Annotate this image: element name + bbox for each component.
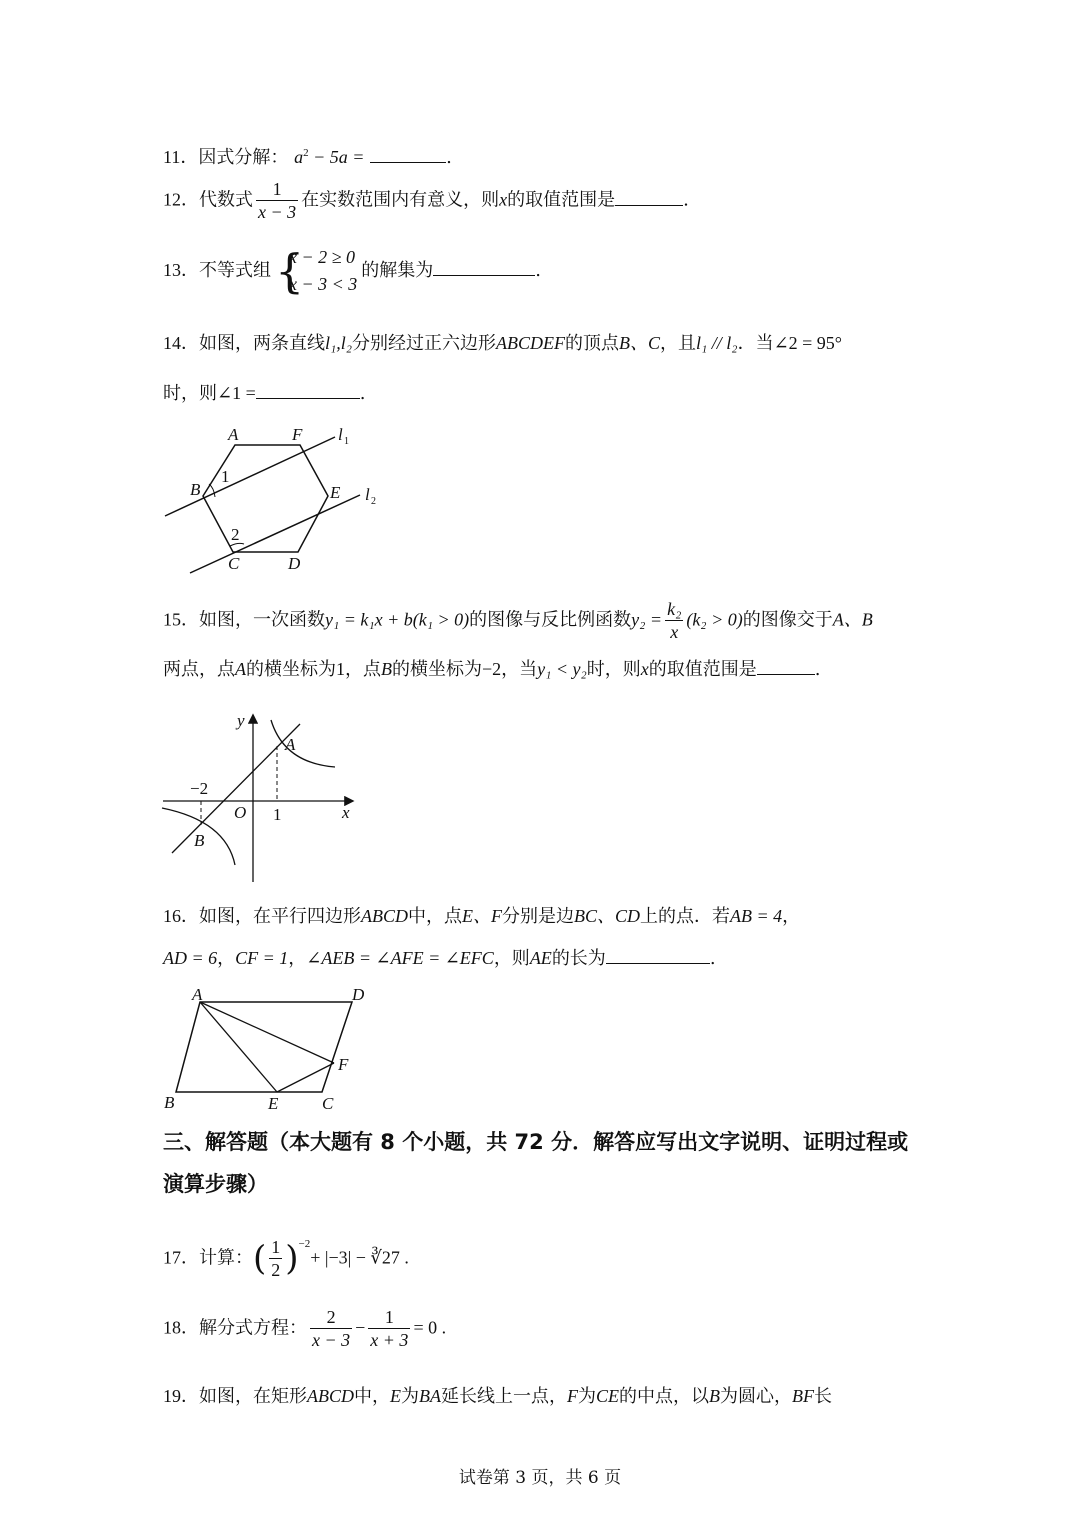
q16-cf1: CF = 1: [235, 948, 289, 968]
q14-angle2: ∠2 = 95°: [773, 333, 843, 353]
page-footer: 试卷第 3 页，共 6 页: [458, 1468, 622, 1488]
q18-frac2-den: x + 3: [370, 1330, 409, 1350]
q17-frac-den: 2: [271, 1260, 281, 1280]
q16-text-e: ，: [782, 906, 801, 927]
segment-EF: [277, 1063, 334, 1092]
q16-text-b: 中，点: [408, 906, 462, 927]
q16-comma1: ，: [217, 948, 236, 969]
label-E: E: [330, 483, 341, 502]
parallelogram-shape: [176, 1002, 352, 1092]
line-l2: [190, 495, 360, 573]
label-B: B: [194, 831, 205, 850]
question-14-line2: [163, 380, 365, 407]
label-A: A: [192, 985, 203, 1004]
q16-end: .: [709, 948, 716, 969]
q12-fraction: [256, 178, 298, 223]
q15-point-A: A: [235, 659, 246, 679]
q19-text-g: 为圆心，: [720, 1386, 793, 1407]
q15-value-neg2: −2: [482, 659, 502, 679]
label-y: y: [237, 711, 245, 730]
label-D: D: [352, 985, 365, 1004]
q14-number: 14．: [163, 333, 199, 353]
q14-end: .: [359, 383, 366, 404]
q11-expr-a: a: [294, 147, 304, 167]
label-B: B: [164, 1093, 175, 1112]
q17-exponent: −2: [298, 1237, 311, 1250]
q19-bf: BF: [792, 1386, 815, 1406]
q18-frac1-den: x − 3: [312, 1330, 351, 1350]
brace-icon: {: [275, 244, 305, 298]
q15-answer-blank[interactable]: [757, 658, 815, 675]
label-1: 1: [273, 805, 282, 824]
label-B: B: [190, 480, 201, 499]
q16-comma2: ，: [288, 948, 307, 969]
q18-frac1-num: 2: [310, 1306, 352, 1329]
q12-pre: 代数式: [199, 189, 253, 211]
label-E: E: [268, 1094, 279, 1113]
q12-var: x: [499, 189, 508, 210]
q14-text-e: ．当: [737, 333, 774, 354]
section-3-heading-line1: 三、解答题（本大题有 8 个小题，共 72 分．解答应写出文字说明、证明过程或: [163, 1130, 909, 1154]
q19-abcd: ABCD: [307, 1386, 354, 1406]
q14-answer-blank[interactable]: [256, 382, 360, 399]
q19-text-f: 的中点，以: [619, 1386, 710, 1407]
q15-line2-a: 两点，点: [163, 659, 235, 680]
q11-answer-blank[interactable]: [370, 146, 446, 163]
q16-abcd: ABCD: [361, 906, 408, 926]
question-16-line1: [163, 903, 800, 930]
q13-row2: x − 3 < 3: [289, 274, 358, 294]
q15-line2-c: ，点: [345, 659, 381, 680]
q12-frac-den: x − 3: [258, 202, 297, 222]
q19-text-c: 为: [401, 1386, 419, 1407]
segment-AF: [200, 1002, 334, 1063]
label-A: A: [228, 425, 239, 444]
q14-line2-text: 时，则: [163, 383, 217, 404]
q18-text: 解分式方程：: [199, 1317, 307, 1339]
q15-inverse-cond: (k₂ > 0): [686, 609, 743, 630]
question-14-line1: [163, 330, 842, 357]
q15-line2-g: 的取值范围是: [648, 659, 757, 680]
q18-frac2-num: 1: [368, 1306, 410, 1329]
label-l2-sub: 2: [371, 496, 376, 507]
question-13: [163, 244, 541, 298]
q14-text-c: 的顶点: [565, 333, 620, 354]
q19-text-a: 如图，在矩形: [199, 1386, 307, 1407]
q19-ba: BA: [419, 1386, 441, 1406]
question-18: [163, 1306, 446, 1351]
q11-end: .: [446, 147, 452, 168]
label-neg2: −2: [190, 779, 209, 798]
q11-number: 11．: [163, 147, 199, 167]
q16-text-d: 上的点．若: [640, 906, 731, 927]
q17-frac-num: 1: [271, 1237, 281, 1257]
q12-mid: 在实数范围内有意义，则: [301, 189, 500, 211]
hexagon-shape: [203, 445, 328, 552]
question-15-line1: [163, 598, 873, 643]
q18-minus: −: [355, 1317, 366, 1338]
q14-parallel: l₁ // l₂: [696, 333, 738, 353]
q19-number: 19．: [163, 1386, 199, 1406]
q15-text-c: 的图像交于: [742, 609, 833, 631]
q14-text-d: ，且: [660, 333, 697, 354]
figure-15-graph: [160, 708, 360, 886]
q19-text-e: 为: [578, 1386, 596, 1407]
q16-ae: AE: [529, 948, 552, 968]
q11-expr-rest: − 5a =: [308, 147, 365, 167]
q15-linear: y₁ = k₁x + b(k₁ > 0): [325, 609, 470, 630]
q15-inverse-fraction: [665, 598, 683, 643]
q16-answer-blank[interactable]: [606, 947, 710, 964]
label-F: F: [338, 1055, 349, 1074]
q13-pre: 不等式组: [199, 260, 271, 281]
q11-expr-sup: 2: [303, 147, 309, 159]
label-D: D: [288, 554, 301, 573]
q13-end: .: [535, 260, 542, 281]
q16-text-c: 分别是边: [502, 906, 574, 927]
line-l1: [165, 437, 335, 516]
q19-text-h: 长: [814, 1386, 833, 1407]
question-15-line2: [163, 656, 821, 683]
q13-system: [275, 244, 357, 298]
q18-rest: = 0 .: [413, 1317, 447, 1338]
segment-AE: [200, 1002, 277, 1092]
q13-post: 的解集为: [361, 260, 434, 281]
question-17: [163, 1236, 409, 1281]
q14-text-a: 如图，两条直线: [199, 333, 325, 354]
q16-text-a: 如图，在平行四边形: [199, 906, 361, 927]
question-12: [163, 178, 689, 223]
label-angle-2: 2: [231, 525, 240, 544]
q16-angles: ∠AEB = ∠AFE = ∠EFC: [306, 948, 494, 968]
q18-fraction-1: [310, 1306, 352, 1351]
q17-number: 17．: [163, 1247, 199, 1268]
question-11: [163, 140, 452, 171]
q14-text-b: 分别经过正六边形: [352, 333, 497, 354]
q17-text: 计算：: [199, 1247, 253, 1269]
q15-inverse-left: y₂ =: [631, 609, 663, 630]
q12-end: .: [683, 189, 689, 211]
q16-text-then: ，则: [493, 948, 530, 969]
q19-text-b: 中，: [354, 1386, 390, 1407]
question-16-line2: [163, 945, 716, 972]
q15-number: 15．: [163, 609, 199, 630]
q15-line2-b: 的横坐标为: [246, 659, 336, 680]
label-l1: l: [338, 425, 343, 444]
q15-line2-d: 的横坐标为: [392, 659, 482, 680]
q12-post: 的取值范围是: [507, 189, 616, 211]
q16-ef: E、F: [462, 906, 502, 926]
q16-ad6: AD = 6: [163, 948, 218, 968]
q16-number: 16．: [163, 906, 199, 926]
q13-answer-blank[interactable]: [433, 259, 535, 276]
q17-fraction: [269, 1236, 282, 1281]
q15-frac-num: k₂: [667, 599, 682, 619]
q15-value-1: 1: [336, 659, 345, 679]
q15-line2-f: 时，则: [586, 659, 641, 680]
section-3-heading-line2: 演算步骤）: [163, 1172, 268, 1196]
q16-text-len: 的长为: [551, 948, 606, 969]
q12-answer-blank[interactable]: [615, 189, 683, 206]
q14-bc: B、C: [619, 333, 661, 353]
label-F: F: [292, 425, 303, 444]
q15-text-a: 如图，一次函数: [199, 609, 325, 631]
q18-number: 18．: [163, 1317, 199, 1338]
q16-ab4: AB = 4: [730, 906, 783, 926]
q16-bccd: BC、CD: [574, 906, 641, 926]
q14-hexagon: ABCDEF: [496, 333, 566, 353]
right-paren-icon: ): [285, 1238, 299, 1279]
label-x: x: [342, 803, 350, 822]
q17-rest: + |−3| − ∛27 .: [310, 1247, 409, 1268]
q15-frac-den: x: [670, 622, 679, 642]
q15-text-b: 的图像与反比例函数: [469, 609, 632, 631]
q11-text: 因式分解：: [198, 147, 289, 168]
label-l2: l: [365, 485, 370, 504]
q15-line2-e: ，当: [501, 659, 538, 680]
q19-e: E: [390, 1386, 401, 1406]
label-l1-sub: 1: [344, 436, 349, 447]
q13-row1: x − 2 ≥ 0: [289, 247, 356, 267]
q15-point-B: B: [381, 659, 392, 679]
q15-var-x: x: [640, 659, 649, 679]
label-angle-1: 1: [221, 467, 230, 486]
label-C: C: [228, 554, 240, 573]
figure-14-hexagon: [160, 420, 400, 580]
left-paren-icon: (: [253, 1238, 267, 1279]
q14-angle1: ∠1 =: [217, 383, 256, 403]
question-19: [163, 1383, 832, 1410]
figure-16-parallelogram: [160, 980, 380, 1115]
q19-f: F: [567, 1386, 578, 1406]
label-A: A: [285, 735, 296, 754]
label-C: C: [322, 1094, 334, 1113]
q19-ce: CE: [596, 1386, 620, 1406]
q19-b: B: [709, 1386, 721, 1406]
q14-lines: l₁,l₂: [325, 333, 353, 353]
q15-inequality: y₁ < y₂: [537, 659, 587, 679]
q12-frac-num: 1: [256, 178, 298, 201]
q15-ab: A、B: [832, 609, 873, 630]
q18-fraction-2: [368, 1306, 410, 1351]
q12-number: 12．: [163, 189, 199, 210]
q13-number: 13．: [163, 260, 199, 280]
q19-text-d: 延长线上一点，: [441, 1386, 567, 1407]
q15-end: .: [814, 659, 821, 680]
label-O: O: [234, 803, 247, 822]
